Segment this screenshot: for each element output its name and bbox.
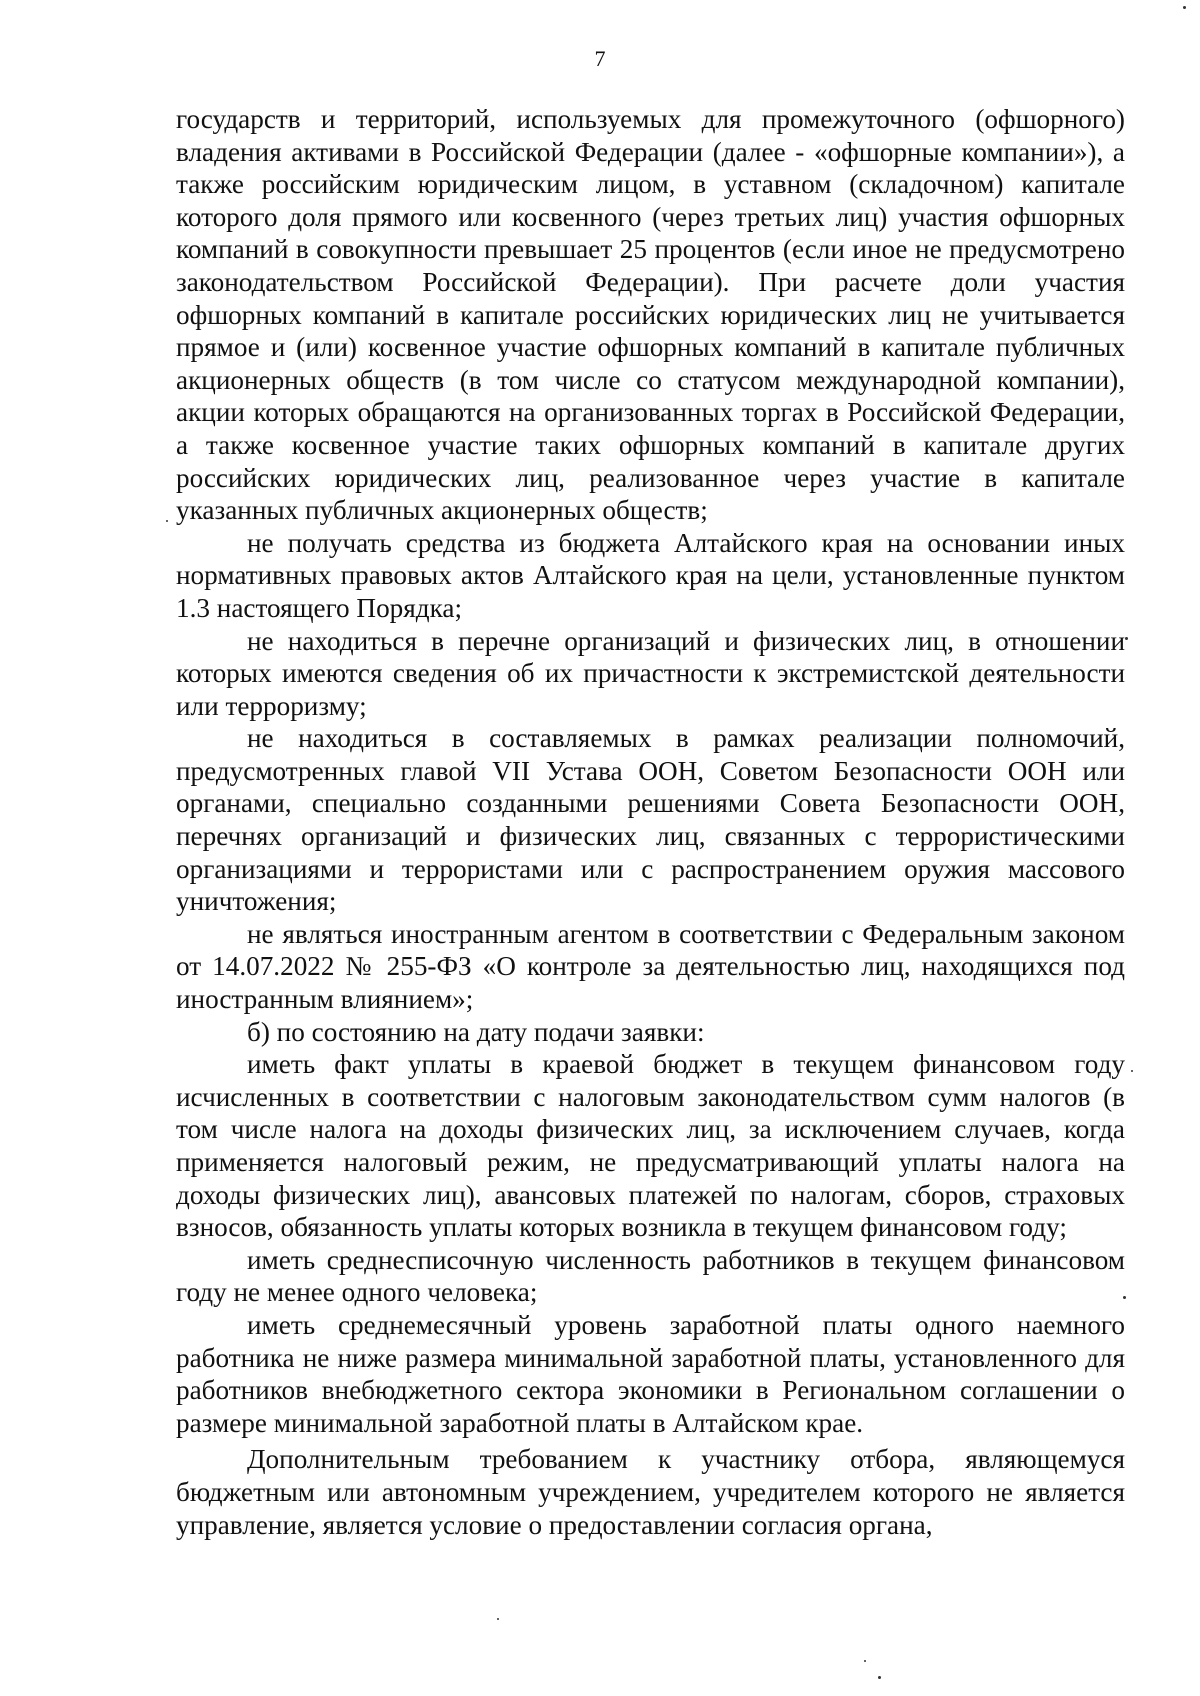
paragraph-offshore-companies: государств и территорий, используемых для промежуточного (офшорного) владения активами в Российской Федерации (далее - «офшорные компании»), а также российским юридическим лицом, в уставном (складочном) капитале которого доля прямого или косвенного (через третьих лиц) участия офшорных компаний в совокупности превышает 25 процентов (если иное не предусмотрено законодательством Российской Федерации). При расчете доли участия офшорных компаний в капитале российских юридических лиц не учитывается прямое и (или) косвенное участие офшорных компаний в капитале публичных акционерных обществ (в том числе со статусом международной компании), акции которых обращаются на организованных торгах в Российской Федерации, а также косвенное участие таких офшорных компаний в капитале других российских юридических лиц, реализованное через участие в капитале указанных публичных акционерных обществ; <box>176 104 1125 526</box>
paragraph-application-date: б) по состоянию на дату подачи заявки: <box>247 1016 705 1047</box>
scan-speck <box>878 1676 881 1679</box>
document-body <box>176 103 1125 1541</box>
paragraph-extremism-list: не находиться в перечне организаций и физических лиц, в отношении которых имеются сведения об их причастности к экстремистской деятельности или терроризму; <box>176 625 1125 721</box>
paragraph-budget-funds: не получать средства из бюджета Алтайского края на основании иных нормативных правовых актов Алтайского края на цели, установленные пунктом 1.3 настоящего Порядка; <box>176 527 1125 623</box>
scan-speck <box>1125 637 1128 640</box>
scan-speck <box>497 1618 499 1620</box>
paragraph-foreign-agent: не являться иностранным агентом в соответствии с Федеральным законом от 14.07.2022 № 255-ФЗ «О контроле за деятельностью лиц, находящихся под иностранным влиянием»; <box>176 918 1125 1015</box>
scan-speck <box>1183 6 1186 9</box>
paragraph-un-lists: не находиться в составляемых в рамках реализации полномочий, предусмотренных главой VII Устава ООН, Советом Безопасности ООН или органами, специально созданными решениями Совета Безопасности ООН, перечнях организаций и физических лиц, связанных с террористическими организациями и террористами или с распространением оружия массового уничтожения; <box>176 723 1125 917</box>
scan-speck <box>166 520 168 522</box>
paragraph-tax-payment: иметь факт уплаты в краевой бюджет в текущем финансовом году исчисленных в соответствии с налоговым законодательством сумм налогов (в том числе налога на доходы физических лиц, за исключением случаев, когда применяется налоговый режим, не предусматривающий уплаты налога на доходы физических лиц), авансовых платежей по налогам, сборов, страховых взносов, обязанность уплаты которых возникла в текущем финансовом году; <box>176 1049 1125 1243</box>
paragraph-headcount: иметь среднесписочную численность работников в текущем финансовом году не менее одного человека; <box>176 1244 1125 1308</box>
paragraph-salary-level: иметь среднемесячный уровень заработной платы одного наемного работника не ниже размера минимальной заработной платы, установленного для работников внебюджетного сектора экономики в Региональном соглашении о размере минимальной заработной платы в Алтайском крае. <box>176 1309 1125 1438</box>
scan-speck <box>1123 1296 1126 1299</box>
page-number: 7 <box>594 46 606 71</box>
scan-speck <box>1131 1070 1133 1072</box>
scan-speck <box>864 1660 866 1662</box>
paragraph-additional-requirement: Дополнительным требованием к участнику отбора, являющемуся бюджетным или автономным учреждением, учредителем которого не является управление, является условие о предоставлении согласия органа, <box>176 1444 1125 1540</box>
